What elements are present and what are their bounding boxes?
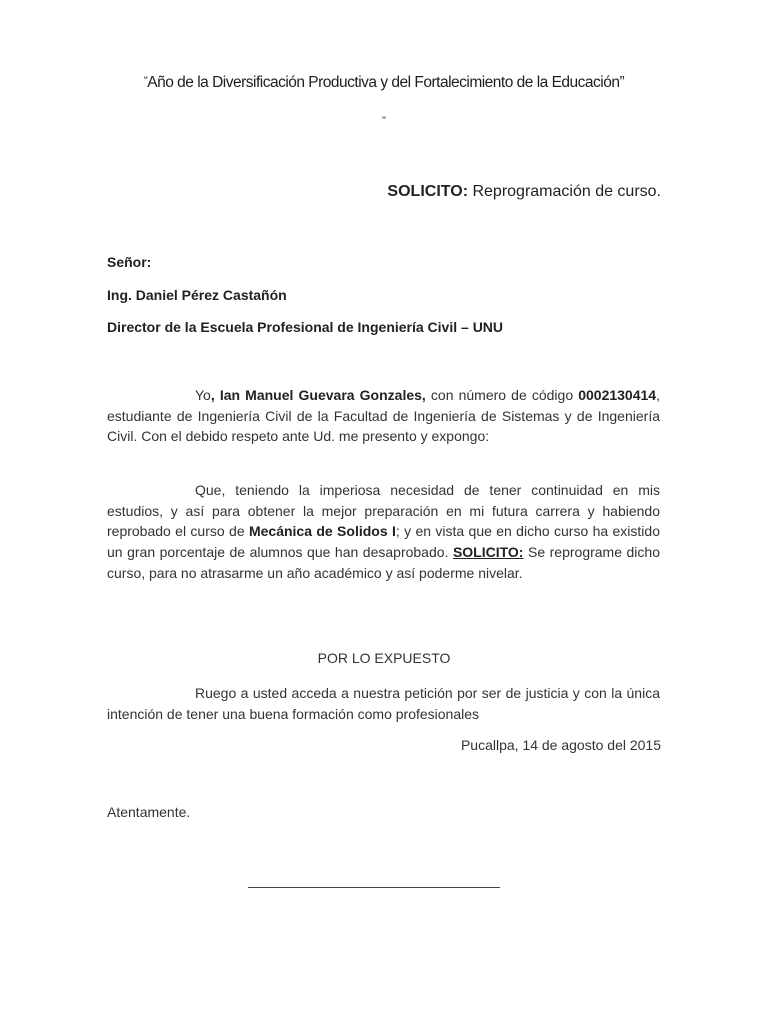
year-open-quote: " <box>143 75 148 87</box>
p1-text-c: , estudiante de Ingeniería Civil de la Facultad de Ingeniería de Sistemas y de Ingeniería Civil. Con el debido respeto ante Ud. me presento y expongo: <box>107 387 660 445</box>
subject-label: SOLICITO: <box>387 183 469 200</box>
recipient-position: Director de la Escuela Profesional de Ingeniería Civil – UNU <box>107 319 504 335</box>
por-lo-expuesto: POR LO EXPUESTO <box>317 650 451 666</box>
p2-text-a: Que, teniendo la imperiosa necesidad de tener continuidad en mis estudios, y así para obtener la mejor preparación en mi futura carrera y habiendo reprobado el curso de <box>107 482 660 540</box>
student-code: 0002130414 <box>578 387 657 403</box>
paragraph-request <box>107 480 660 584</box>
valediction: Atentamente. <box>107 804 191 820</box>
p1-text-a: Yo <box>195 387 211 403</box>
recipient-name: Ing. Daniel Pérez Castañón <box>107 287 287 303</box>
p2-text-c: Se reprograme dicho curso, para no atrasarme un año académico y así poderme nivelar. <box>107 544 660 581</box>
year-close-quote: " <box>382 115 386 127</box>
subject-text: Reprogramación de curso. <box>468 183 661 200</box>
p3-text: Ruego a usted acceda a nuestra petición por ser de justicia y con la única intención de tener una buena formación como profesionales <box>107 685 660 722</box>
p1-text-b: con número de código <box>425 387 579 403</box>
paragraph-introduction <box>107 385 660 447</box>
year-title <box>60 74 708 92</box>
course-name: Mecánica de Solidos I <box>248 523 396 540</box>
p2-text-b: ; y en vista que en dicho curso ha existido un gran porcentaje de alumnos que han desaprobado. <box>107 523 660 561</box>
solicito-emphasis: SOLICITO: <box>452 544 524 561</box>
salutation: Señor: <box>107 254 152 270</box>
year-title-text: Año de la Diversificación Productiva y del Fortalecimiento de la Educación” <box>147 74 625 91</box>
signature-line <box>248 887 500 888</box>
paragraph-plea <box>107 683 660 724</box>
place-date: Pucallpa, 14 de agosto del 2015 <box>460 737 661 753</box>
subject-line <box>387 183 661 201</box>
student-name: , Ian Manuel Guevara Gonzales, <box>210 387 426 403</box>
